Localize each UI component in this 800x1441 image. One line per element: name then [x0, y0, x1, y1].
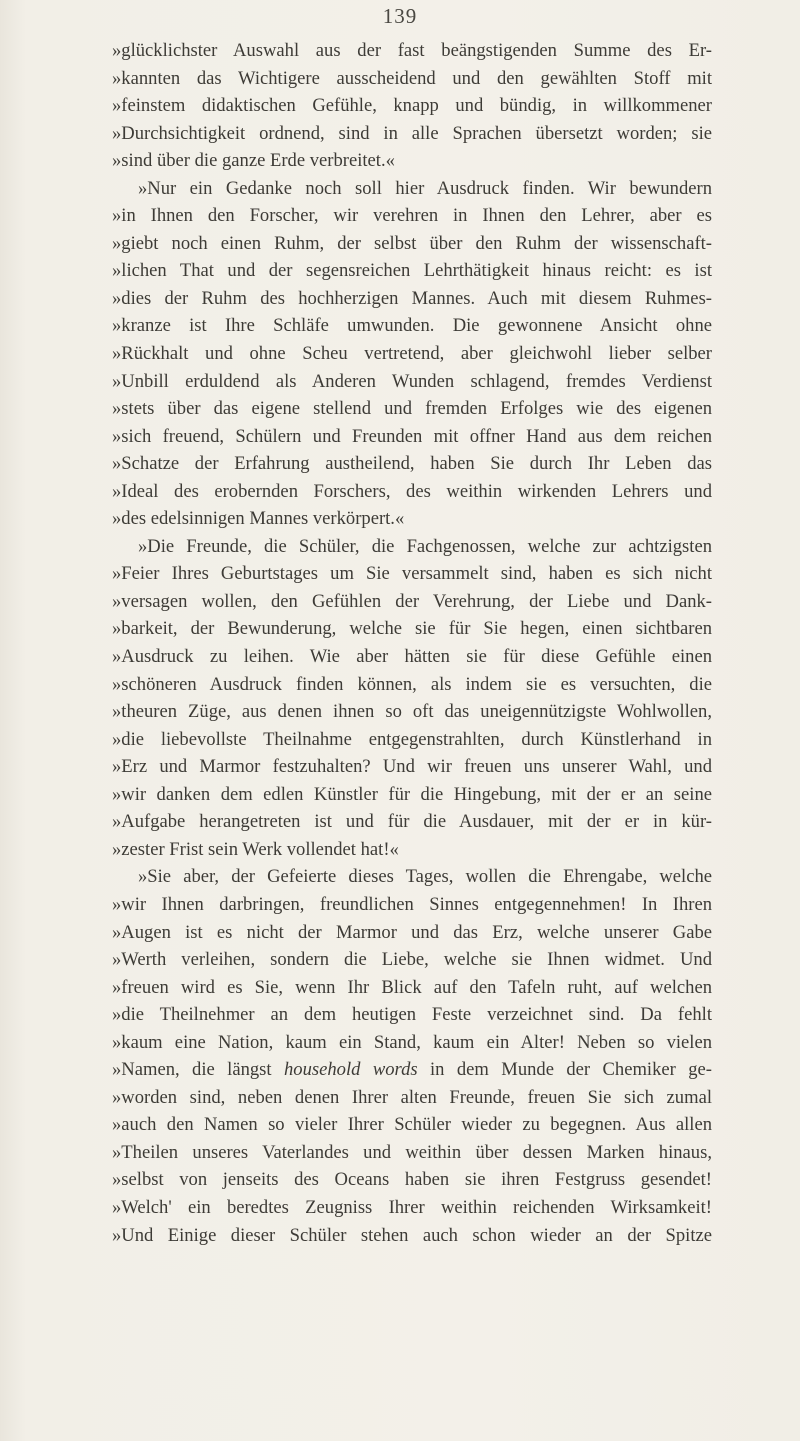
text-line: »barkeit, der Bewunderung, welche sie für Sie hegen, einen sichtbaren: [112, 618, 712, 640]
text-line: »lichen That und der segensreichen Lehrthätigkeit hinaus reicht: es ist: [112, 260, 712, 282]
text-line: »Ideal des erobernden Forschers, des weithin wirkenden Lehrers und: [112, 480, 712, 502]
text-line: »Augen ist es nicht der Marmor und das Erz, welche unserer Gabe: [112, 921, 712, 943]
text-line: »des edelsinnigen Mannes verkörpert.«: [112, 508, 405, 530]
text-line: [112, 1056, 712, 1084]
text-line: »auch den Namen so vieler Ihrer Schüler wieder zu begegnen. Aus allen: [112, 1114, 712, 1136]
text-line: »Die Freunde, die Schüler, die Fachgenossen, welche zur achtzigsten: [138, 535, 712, 557]
text-segment: »Namen, die längst: [112, 1059, 284, 1081]
text-line: »Erz und Marmor festzuhalten? Und wir freuen uns unserer Wahl, und: [112, 756, 712, 778]
text-line: »kannten das Wichtigere ausscheidend und den gewählten Stoff mit: [112, 67, 712, 89]
text-line: »stets über das eigene stellend und fremden Erfolges wie des eigenen: [112, 398, 712, 420]
text-line: »versagen wollen, den Gefühlen der Verehrung, der Liebe und Dank-: [112, 590, 712, 612]
text-line: »theuren Züge, aus denen ihnen so oft das uneigennützigste Wohlwollen,: [112, 701, 712, 723]
text-segment: in dem Munde der Chemiker ge-: [417, 1059, 712, 1081]
text-line: »freuen wird es Sie, wenn Ihr Blick auf den Tafeln ruht, auf welchen: [112, 976, 712, 998]
text-line: »sich freuend, Schülern und Freunden mit offner Hand aus dem reichen: [112, 425, 712, 447]
text-line: »worden sind, neben denen Ihrer alten Freunde, freuen Sie sich zumal: [112, 1086, 712, 1108]
text-line: »sind über die ganze Erde verbreitet.«: [112, 150, 395, 172]
text-line: »die liebevollste Theilnahme entgegenstrahlten, durch Künstlerhand in: [112, 728, 712, 750]
text-line: »selbst von jenseits des Oceans haben sie ihren Festgruss gesendet!: [112, 1169, 712, 1191]
text-line: »Theilen unseres Vaterlandes und weithin über dessen Marken hinaus,: [112, 1141, 712, 1163]
text-block: [112, 37, 712, 1249]
text-line: »Nur ein Gedanke noch soll hier Ausdruck finden. Wir bewundern: [138, 177, 712, 199]
text-line: »Ausdruck zu leihen. Wie aber hätten sie für diese Gefühle einen: [112, 646, 712, 668]
text-line: »feinstem didaktischen Gefühle, knapp und bündig, in willkommener: [112, 95, 712, 117]
text-line: »Feier Ihres Geburtstages um Sie versammelt sind, haben es sich nicht: [112, 563, 712, 585]
text-line: »kaum eine Nation, kaum ein Stand, kaum ein Alter! Neben so vielen: [112, 1031, 712, 1053]
text-line: »Welch' ein beredtes Zeugniss Ihrer weithin reichenden Wirksamkeit!: [112, 1196, 712, 1218]
text-line: »zester Frist sein Werk vollendet hat!«: [112, 838, 399, 860]
text-line: »die Theilnehmer an dem heutigen Feste verzeichnet sind. Da fehlt: [112, 1004, 712, 1026]
text-line: »wir danken dem edlen Künstler für die Hingebung, mit der er an seine: [112, 783, 712, 805]
text-line: »Werth verleihen, sondern die Liebe, welche sie Ihnen widmet. Und: [112, 949, 712, 971]
text-line: »Unbill erduldend als Anderen Wunden schlagend, fremdes Verdienst: [112, 370, 712, 392]
text-line: »Und Einige dieser Schüler stehen auch schon wieder an der Spitze: [112, 1224, 712, 1246]
text-line: »schöneren Ausdruck finden können, als indem sie es versuchten, die: [112, 673, 712, 695]
text-line: »Sie aber, der Gefeierte dieses Tages, wollen die Ehrengabe, welche: [138, 866, 712, 888]
text-line: »in Ihnen den Forscher, wir verehren in Ihnen den Lehrer, aber es: [112, 205, 712, 227]
text-line: »kranze ist Ihre Schläfe umwunden. Die gewonnene Ansicht ohne: [112, 315, 712, 337]
text-line: »Schatze der Erfahrung austheilend, haben Sie durch Ihr Leben das: [112, 453, 712, 475]
italic-phrase: household words: [283, 1059, 418, 1081]
text-line: »wir Ihnen darbringen, freundlichen Sinnes entgegennehmen! In Ihren: [112, 893, 712, 915]
text-line: »glücklichster Auswahl aus der fast beängstigenden Summe des Er-: [112, 40, 712, 61]
text-line: »Aufgabe herangetreten ist und für die Ausdauer, mit der er in kür-: [112, 811, 712, 833]
text-line: »dies der Ruhm des hochherzigen Mannes. Auch mit diesem Ruhmes-: [112, 287, 712, 309]
text-line: »Durchsichtigkeit ordnend, sind in alle Sprachen übersetzt worden; sie: [112, 122, 712, 144]
text-line: »giebt noch einen Ruhm, der selbst über den Ruhm der wissenschaft-: [112, 232, 712, 254]
page-number: 139: [382, 4, 418, 28]
text-line: »Rückhalt und ohne Scheu vertretend, aber gleichwohl lieber selber: [112, 343, 712, 365]
